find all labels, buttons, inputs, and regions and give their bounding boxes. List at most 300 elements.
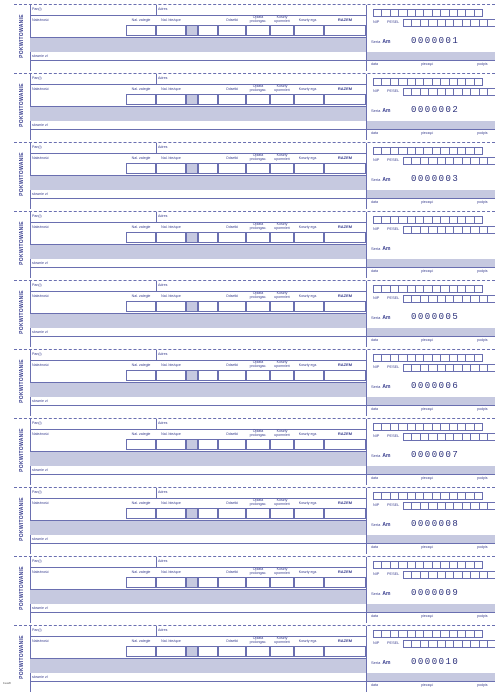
col-koszty-egz: Koszty egz.: [298, 432, 318, 436]
grey-band: [367, 328, 495, 336]
amount-cell[interactable]: [126, 577, 156, 588]
pesel-boxes[interactable]: [403, 88, 495, 96]
col-zalegle: Nal. zaległe: [131, 18, 151, 22]
seria-code: Am: [382, 660, 391, 666]
slownie-label: słownie zł: [32, 123, 48, 127]
col-zalegle: Nal. zaległe: [131, 501, 151, 505]
pesel-boxes[interactable]: [403, 19, 495, 27]
col-koszty-egz: Koszty egz.: [298, 87, 318, 91]
receipt-stub: [14, 557, 31, 623]
receipt-stub: [14, 212, 31, 278]
total-cell[interactable]: [324, 94, 366, 105]
stub-label: POKWITOWANIE: [19, 290, 25, 334]
divider: [367, 60, 495, 61]
id-boxes-top[interactable]: [373, 561, 482, 569]
pesel-boxes[interactable]: [403, 226, 495, 234]
total-cell[interactable]: [324, 232, 366, 243]
col-zalegle: Nal. zaległe: [131, 363, 151, 367]
amount-cell[interactable]: [294, 370, 324, 381]
col-koszty-egz: Koszty egz.: [298, 294, 318, 298]
grey-band: [367, 121, 495, 129]
form-code: 1ww8: [3, 681, 11, 685]
payer-label: Pan(i): [32, 559, 42, 563]
amount-cell[interactable]: [294, 163, 324, 174]
amount-cell[interactable]: [218, 439, 246, 450]
amount-cell[interactable]: [156, 370, 186, 381]
seria-code: Am: [382, 246, 391, 252]
col-oplata: Opłata prolongac.: [249, 429, 267, 437]
address-label: Adres: [158, 145, 168, 149]
id-boxes-top[interactable]: [373, 78, 482, 86]
nip-label: NIP: [373, 89, 380, 93]
address-label: Adres: [158, 490, 168, 494]
receipt-stub: [14, 143, 31, 209]
amount-cell[interactable]: [294, 25, 324, 36]
amount-cell[interactable]: [126, 301, 156, 312]
data-label: data: [371, 545, 378, 549]
address-label: Adres: [158, 628, 168, 632]
receipt: [14, 142, 495, 208]
amount-cell[interactable]: [218, 646, 246, 657]
stub-label: POKWITOWANIE: [19, 152, 25, 196]
amount-cell[interactable]: [294, 301, 324, 312]
col-biezace: Nal. bieżące: [161, 432, 181, 436]
podpis-label: podpis: [477, 614, 488, 618]
seria-code: Am: [382, 315, 391, 321]
data-label: data: [371, 683, 378, 687]
receipt-right: [366, 557, 495, 623]
amount-cell[interactable]: [126, 25, 156, 36]
receipt-stub: [14, 350, 31, 416]
stub-label: POKWITOWANIE: [19, 497, 25, 541]
stub-label: POKWITOWANIE: [19, 428, 25, 472]
receipt: [14, 4, 495, 70]
id-boxes-top[interactable]: [373, 630, 482, 638]
grey-band: [367, 190, 495, 198]
col-biezace: Nal. bieżące: [161, 570, 181, 574]
col-razem: RAZEM: [337, 155, 353, 160]
amount-cell[interactable]: [294, 94, 324, 105]
payer-line: [30, 291, 366, 292]
amount-cell[interactable]: [294, 232, 324, 243]
data-label: data: [371, 614, 378, 618]
amount-cell[interactable]: [198, 25, 218, 36]
pesel-boxes[interactable]: [403, 157, 495, 165]
amount-cell[interactable]: [270, 163, 294, 174]
col-odsetki: Odsetki: [225, 501, 239, 505]
address-label: Adres: [158, 559, 168, 563]
amount-cell[interactable]: [198, 301, 218, 312]
data-label: data: [371, 476, 378, 480]
col-razem: RAZEM: [337, 293, 353, 298]
pesel-boxes[interactable]: [403, 364, 495, 372]
seria-code: Am: [382, 108, 391, 114]
serial-number: 0000009: [411, 588, 460, 598]
stub-label: POKWITOWANIE: [19, 14, 25, 58]
pesel-label: PESEL: [387, 89, 400, 93]
col-biezace: Nal. bieżące: [161, 156, 181, 160]
grey-band: [30, 521, 366, 535]
col-odsetki: Odsetki: [225, 639, 239, 643]
seria-label: Seria Am: [371, 39, 391, 45]
total-cell[interactable]: [324, 25, 366, 36]
amount-cell[interactable]: [156, 439, 186, 450]
amount-cell-shaded: [186, 439, 198, 450]
col-razem: RAZEM: [337, 500, 353, 505]
payer-label: Pan(i): [32, 76, 42, 80]
col-zalegle: Nal. zaległe: [131, 156, 151, 160]
nip-label: NIP: [373, 434, 380, 438]
amount-cell[interactable]: [270, 508, 294, 519]
receipt-stub: [14, 74, 31, 140]
col-koszty-egz: Koszty egz.: [298, 225, 318, 229]
pesel-label: PESEL: [387, 641, 400, 645]
amount-cell[interactable]: [198, 163, 218, 174]
col-koszty-upomnien: Koszty upomnień: [274, 360, 290, 368]
payer-label: Pan(i): [32, 7, 42, 11]
amount-cell[interactable]: [126, 232, 156, 243]
col-koszty-upomnien: Koszty upomnień: [274, 222, 290, 230]
amount-cell[interactable]: [156, 232, 186, 243]
serial-number: 0000001: [411, 36, 460, 46]
slownie-label: słownie zł: [32, 330, 48, 334]
divider: [156, 281, 157, 292]
col-odsetki: Odsetki: [225, 294, 239, 298]
amount-cell-shaded: [186, 577, 198, 588]
amount-cell[interactable]: [270, 646, 294, 657]
address-label: Adres: [158, 421, 168, 425]
receivable-label: Należność: [32, 294, 49, 298]
payer-line: [30, 360, 366, 361]
amount-cell[interactable]: [294, 508, 324, 519]
pesel-boxes[interactable]: [403, 502, 495, 510]
payer-line: [30, 567, 366, 568]
pesel-label: PESEL: [387, 365, 400, 369]
data-label: data: [371, 131, 378, 135]
seria-code: Am: [382, 453, 391, 459]
slownie-label: słownie zł: [32, 399, 48, 403]
divider: [156, 74, 157, 85]
amount-cell[interactable]: [126, 370, 156, 381]
pesel-label: PESEL: [387, 503, 400, 507]
amount-cell[interactable]: [294, 577, 324, 588]
receivable-label: Należność: [32, 156, 49, 160]
col-biezace: Nal. bieżące: [161, 363, 181, 367]
id-boxes-top[interactable]: [373, 492, 482, 500]
amount-cell[interactable]: [156, 301, 186, 312]
receivable-label: Należność: [32, 225, 49, 229]
grey-band: [367, 535, 495, 543]
pesel-boxes[interactable]: [403, 640, 495, 648]
seria-code: Am: [382, 522, 391, 528]
total-cell[interactable]: [324, 646, 366, 657]
amount-cell[interactable]: [198, 232, 218, 243]
divider: [156, 350, 157, 361]
amount-cell[interactable]: [218, 25, 246, 36]
divider: [30, 612, 366, 613]
receivable-label: Należność: [32, 639, 49, 643]
amount-cell[interactable]: [218, 163, 246, 174]
id-boxes-top[interactable]: [373, 285, 482, 293]
amount-cell[interactable]: [126, 508, 156, 519]
col-oplata: Opłata prolongac.: [249, 84, 267, 92]
amount-cell[interactable]: [156, 163, 186, 174]
amount-cell[interactable]: [126, 439, 156, 450]
receivable-label: Należność: [32, 87, 49, 91]
amount-cell[interactable]: [218, 508, 246, 519]
pieczec-label: pieczęć: [421, 338, 434, 342]
col-odsetki: Odsetki: [225, 156, 239, 160]
nip-label: NIP: [373, 296, 380, 300]
divider: [156, 626, 157, 637]
amount-cell[interactable]: [156, 25, 186, 36]
address-label: Adres: [158, 352, 168, 356]
amount-cell[interactable]: [198, 577, 218, 588]
pieczec-label: pieczęć: [421, 407, 434, 411]
divider: [30, 198, 366, 199]
amount-cell[interactable]: [218, 370, 246, 381]
seria-code: Am: [382, 384, 391, 390]
col-koszty-egz: Koszty egz.: [298, 18, 318, 22]
grey-band: [367, 604, 495, 612]
col-koszty-upomnien: Koszty upomnień: [274, 291, 290, 299]
receipt-right: [366, 5, 495, 71]
amount-cell[interactable]: [126, 94, 156, 105]
total-cell[interactable]: [324, 301, 366, 312]
col-oplata: Opłata prolongac.: [249, 360, 267, 368]
id-boxes-top[interactable]: [373, 354, 482, 362]
amount-cell[interactable]: [246, 163, 270, 174]
divider: [156, 212, 157, 223]
data-label: data: [371, 338, 378, 342]
col-koszty-upomnien: Koszty upomnień: [274, 153, 290, 161]
col-zalegle: Nal. zaległe: [131, 639, 151, 643]
stub-label: POKWITOWANIE: [19, 359, 25, 403]
divider: [367, 543, 495, 544]
amount-cell[interactable]: [198, 370, 218, 381]
podpis-label: podpis: [477, 62, 488, 66]
amount-cell[interactable]: [270, 439, 294, 450]
divider: [156, 488, 157, 499]
amount-cell[interactable]: [198, 646, 218, 657]
grey-band: [30, 659, 366, 673]
col-odsetki: Odsetki: [225, 87, 239, 91]
amount-cell[interactable]: [156, 508, 186, 519]
col-odsetki: Odsetki: [225, 363, 239, 367]
amount-cell[interactable]: [126, 646, 156, 657]
total-cell[interactable]: [324, 577, 366, 588]
col-koszty-upomnien: Koszty upomnień: [274, 15, 290, 23]
total-cell[interactable]: [324, 439, 366, 450]
pieczec-label: pieczęć: [421, 614, 434, 618]
pesel-boxes[interactable]: [403, 295, 495, 303]
divider: [30, 405, 366, 406]
amount-cell[interactable]: [198, 94, 218, 105]
col-oplata: Opłata prolongac.: [249, 636, 267, 644]
grey-band: [30, 176, 366, 190]
amount-cell[interactable]: [270, 25, 294, 36]
podpis-label: podpis: [477, 407, 488, 411]
receivable-label: Należność: [32, 18, 49, 22]
amount-cell[interactable]: [246, 508, 270, 519]
receipt-main: [30, 143, 366, 209]
divider: [30, 267, 366, 268]
id-boxes-top[interactable]: [373, 216, 482, 224]
data-label: data: [371, 62, 378, 66]
amount-cell-shaded: [186, 94, 198, 105]
pieczec-label: pieczęć: [421, 545, 434, 549]
receipt-right: [366, 626, 495, 692]
amount-cell[interactable]: [246, 232, 270, 243]
amount-cell[interactable]: [246, 577, 270, 588]
divider: [30, 129, 366, 130]
nip-label: NIP: [373, 503, 380, 507]
col-koszty-egz: Koszty egz.: [298, 501, 318, 505]
amount-cell[interactable]: [294, 439, 324, 450]
receipt: [14, 73, 495, 139]
receipt: [14, 625, 495, 691]
receipt-right: [366, 419, 495, 485]
amount-cell[interactable]: [156, 94, 186, 105]
amount-cell[interactable]: [270, 94, 294, 105]
nip-label: NIP: [373, 641, 380, 645]
col-oplata: Opłata prolongac.: [249, 15, 267, 23]
payer-label: Pan(i): [32, 352, 42, 356]
total-cell[interactable]: [324, 163, 366, 174]
amount-cell[interactable]: [218, 301, 246, 312]
slownie-label: słownie zł: [32, 54, 48, 58]
amount-cell[interactable]: [294, 646, 324, 657]
col-odsetki: Odsetki: [225, 432, 239, 436]
seria-label: Seria Am: [371, 384, 391, 390]
slownie-label: słownie zł: [32, 675, 48, 679]
divider: [367, 405, 495, 406]
podpis-label: podpis: [477, 131, 488, 135]
col-koszty-egz: Koszty egz.: [298, 156, 318, 160]
amount-cell[interactable]: [198, 508, 218, 519]
grey-band: [30, 107, 366, 121]
payer-label: Pan(i): [32, 214, 42, 218]
grey-band: [367, 52, 495, 60]
amount-cell[interactable]: [246, 370, 270, 381]
address-label: Adres: [158, 76, 168, 80]
col-zalegle: Nal. zaległe: [131, 294, 151, 298]
pieczec-label: pieczęć: [421, 683, 434, 687]
receipt-right: [366, 281, 495, 347]
pesel-label: PESEL: [387, 20, 400, 24]
amount-cell[interactable]: [270, 232, 294, 243]
col-razem: RAZEM: [337, 17, 353, 22]
receipt: [14, 211, 495, 277]
receipt: [14, 418, 495, 484]
receipt-right: [366, 74, 495, 140]
amount-cell[interactable]: [246, 646, 270, 657]
nip-label: NIP: [373, 227, 380, 231]
col-zalegle: Nal. zaległe: [131, 570, 151, 574]
amount-cell[interactable]: [246, 25, 270, 36]
amount-cell[interactable]: [198, 439, 218, 450]
podpis-label: podpis: [477, 269, 488, 273]
col-oplata: Opłata prolongac.: [249, 153, 267, 161]
receipt-main: [30, 419, 366, 485]
serial-number: 0000010: [411, 657, 460, 667]
amount-cell[interactable]: [156, 646, 186, 657]
col-odsetki: Odsetki: [225, 570, 239, 574]
pesel-boxes[interactable]: [403, 433, 495, 441]
payer-line: [30, 222, 366, 223]
nip-label: NIP: [373, 158, 380, 162]
pesel-label: PESEL: [387, 434, 400, 438]
col-razem: RAZEM: [337, 431, 353, 436]
col-biezace: Nal. bieżące: [161, 18, 181, 22]
podpis-label: podpis: [477, 338, 488, 342]
divider: [30, 60, 366, 61]
receipt-main: [30, 212, 366, 278]
total-cell[interactable]: [324, 370, 366, 381]
serial-number: 0000003: [411, 174, 460, 184]
receipt-main: [30, 488, 366, 554]
amount-cell[interactable]: [126, 163, 156, 174]
amount-cell[interactable]: [218, 94, 246, 105]
divider: [30, 543, 366, 544]
seria-label: Seria Am: [371, 660, 391, 666]
receipt-right: [366, 350, 495, 416]
podpis-label: podpis: [477, 200, 488, 204]
pesel-label: PESEL: [387, 296, 400, 300]
divider: [367, 612, 495, 613]
podpis-label: podpis: [477, 545, 488, 549]
amount-cell[interactable]: [246, 94, 270, 105]
col-biezace: Nal. bieżące: [161, 639, 181, 643]
amount-cell[interactable]: [270, 370, 294, 381]
pesel-boxes[interactable]: [403, 571, 495, 579]
amount-cell-shaded: [186, 508, 198, 519]
amount-cell[interactable]: [270, 301, 294, 312]
seria-label: Seria Am: [371, 108, 391, 114]
amount-cell[interactable]: [246, 439, 270, 450]
stub-label: POKWITOWANIE: [19, 566, 25, 610]
receivable-label: Należność: [32, 570, 49, 574]
col-biezace: Nal. bieżące: [161, 87, 181, 91]
divider: [156, 557, 157, 568]
amount-cell[interactable]: [218, 577, 246, 588]
amount-cell[interactable]: [218, 232, 246, 243]
id-boxes-top[interactable]: [373, 9, 482, 17]
col-razem: RAZEM: [337, 362, 353, 367]
amount-cell[interactable]: [156, 577, 186, 588]
payer-line: [30, 429, 366, 430]
col-koszty-upomnien: Koszty upomnień: [274, 636, 290, 644]
grey-band: [30, 314, 366, 328]
col-odsetki: Odsetki: [225, 18, 239, 22]
address-label: Adres: [158, 7, 168, 11]
amount-cell[interactable]: [246, 301, 270, 312]
col-koszty-egz: Koszty egz.: [298, 363, 318, 367]
id-boxes-top[interactable]: [373, 147, 482, 155]
receipt-stub: [14, 281, 31, 347]
id-boxes-top[interactable]: [373, 423, 482, 431]
receipt-main: [30, 626, 366, 692]
data-label: data: [371, 407, 378, 411]
amount-cell-shaded: [186, 370, 198, 381]
total-cell[interactable]: [324, 508, 366, 519]
col-razem: RAZEM: [337, 86, 353, 91]
amount-cell[interactable]: [270, 577, 294, 588]
payer-label: Pan(i): [32, 628, 42, 632]
payer-line: [30, 636, 366, 637]
grey-band: [367, 673, 495, 681]
receipt-stub: [14, 419, 31, 485]
